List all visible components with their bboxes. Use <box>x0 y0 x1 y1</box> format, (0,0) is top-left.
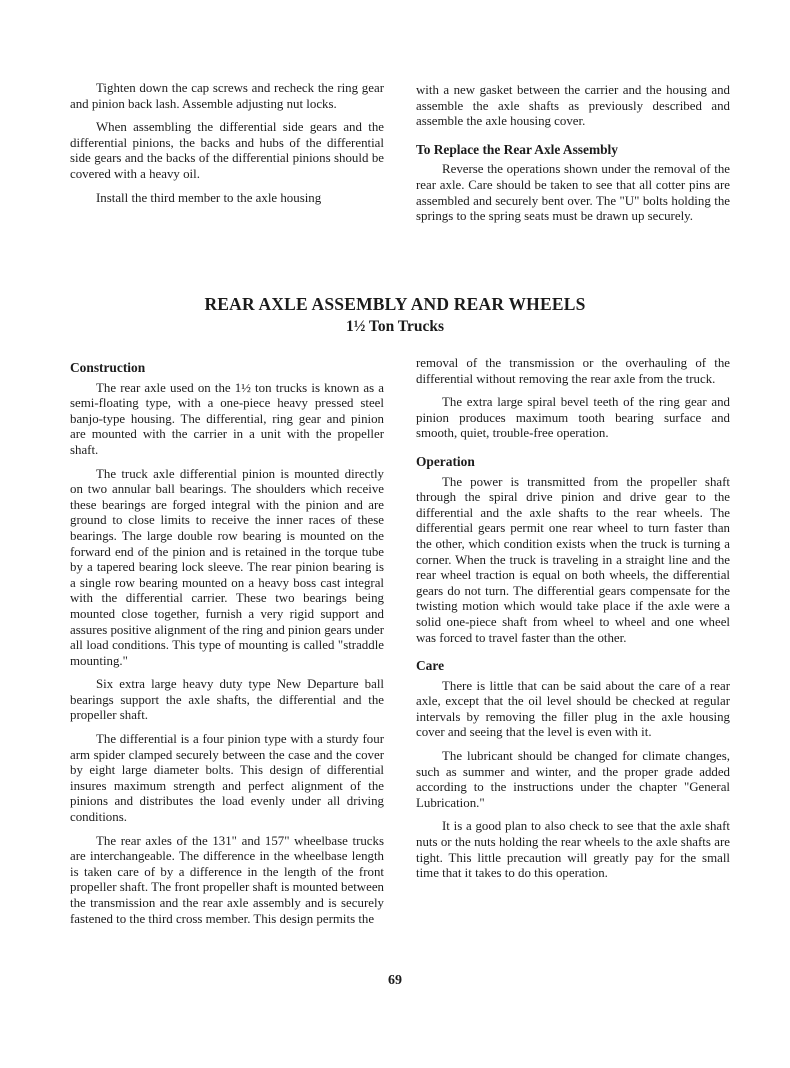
paragraph: removal of the transmission or the overhauling of the differential without removing the rear axle from the truck. <box>416 356 730 386</box>
paragraph: The extra large spiral bevel teeth of the ring gear and pinion produces maximum tooth bearing surface and smooth, quiet, trouble-free operation. <box>416 395 730 441</box>
section-heading: Operation <box>416 453 475 469</box>
page-number: 69 <box>388 973 402 988</box>
section-heading: Construction <box>70 360 146 375</box>
section-heading: To Replace the Rear Axle Assembly <box>416 141 618 157</box>
paragraph: with a new gasket between the carrier and the housing and assemble the axle shafts as previously described and assemble the axle housing cover. <box>416 83 730 129</box>
paragraph: There is little that can be said about the care of a rear axle, except that the oil level should be checked at regular intervals by removing the filler plug in the axle housing cover and seeing that the level is even with it. <box>416 678 730 740</box>
left-column <box>70 360 384 935</box>
paragraph: It is a good plan to also check to see that the axle shaft nuts or the nuts holding the rear wheels to the axle shafts are tight. This little precaution will greatly pay for the small time that it takes to do this operation. <box>416 819 730 881</box>
top-left-column <box>70 81 384 214</box>
paragraph: The rear axles of the 131" and 157" wheelbase trucks are interchangeable. The difference in the wheelbase length is taken care of by a difference in the length of the front propeller shaft. The front propeller shaft is mounted between the transmission and the rear axle assembly and is securely fastened to the third cross member. This design permits the <box>70 833 384 926</box>
paragraph: Six extra large heavy duty type New Departure ball bearings support the axle shafts, the differential and the propeller shaft. <box>70 677 384 723</box>
paragraph: The power is transmitted from the propeller shaft through the spiral drive pinion and drive gear to the differential and the axle shafts to the rear wheels. The differential gears permit one rear wheel to turn faster than the other, which condition exists when the truck is turning a corner. When the truck is traveling in a straight line and the rear wheel traction is equal on both wheels, the differential gears do not turn. The differential gears compensate for the twisting motion which would take place if the axle were a solid one-piece shaft from wheel to wheel and one wheel was forced to travel faster than the other. <box>416 474 730 645</box>
page-subtitle: 1½ Ton Trucks <box>345 318 445 335</box>
paragraph: Reverse the operations shown under the removal of the rear axle. Care should be taken to see that all cotter pins are assembled and securely bent over. The "U" bolts holding the springs to the spring seats must be drawn up securely. <box>416 162 730 224</box>
section-heading: Care <box>416 658 445 674</box>
top-right-column <box>416 83 730 233</box>
paragraph: Install the third member to the axle housing <box>96 190 322 205</box>
paragraph: The truck axle differential pinion is mounted directly on two annular ball bearings. The shoulders which receive these bearings are forged integral with the pinion and are ground to close limits to receive the inner races of these bearings. The large double row bearing is mounted on the forward end of the pinion and is retained in the torque tube by a tapered bearing lock sleeve. The rear pinion bearing is a single row bearing mounted on a heavy boss cast integral with the differential carrier. These two bearings being mounted close together, furnish a very rigid support and assures positive alignment of the ring and pinion gears under all load conditions. This type of mounting is called "straddle mounting." <box>70 466 384 668</box>
paragraph: When assembling the differential side gears and the differential pinions, the backs and hubs of the differential side gears and the backs of the differential pinions should be covered with a heavy oil. <box>70 120 384 181</box>
paragraph: Tighten down the cap screws and recheck the ring gear and pinion back lash. Assemble adjusting nut locks. <box>70 81 384 111</box>
paragraph: The rear axle used on the 1½ ton trucks is known as a semi-floating type, with a one-piece heavy pressed steel banjo-type housing. The differential, ring gear and pinion are mounted with the carrier in a unit with the propeller shaft. <box>70 380 384 457</box>
page-title: REAR AXLE ASSEMBLY AND REAR WHEELS <box>204 294 586 314</box>
paragraph: The lubricant should be changed for climate changes, such as summer and winter, and the proper grade added according to the instructions under the chapter "General Lubrication." <box>416 749 730 810</box>
paragraph: The differential is a four pinion type with a sturdy four arm spider clamped securely between the case and the cover by eight large diameter bolts. This design of differential insures maximum strength and perfect alignment of the pinions and distributes the load evenly under all driving conditions. <box>70 732 384 825</box>
right-column <box>416 356 730 890</box>
